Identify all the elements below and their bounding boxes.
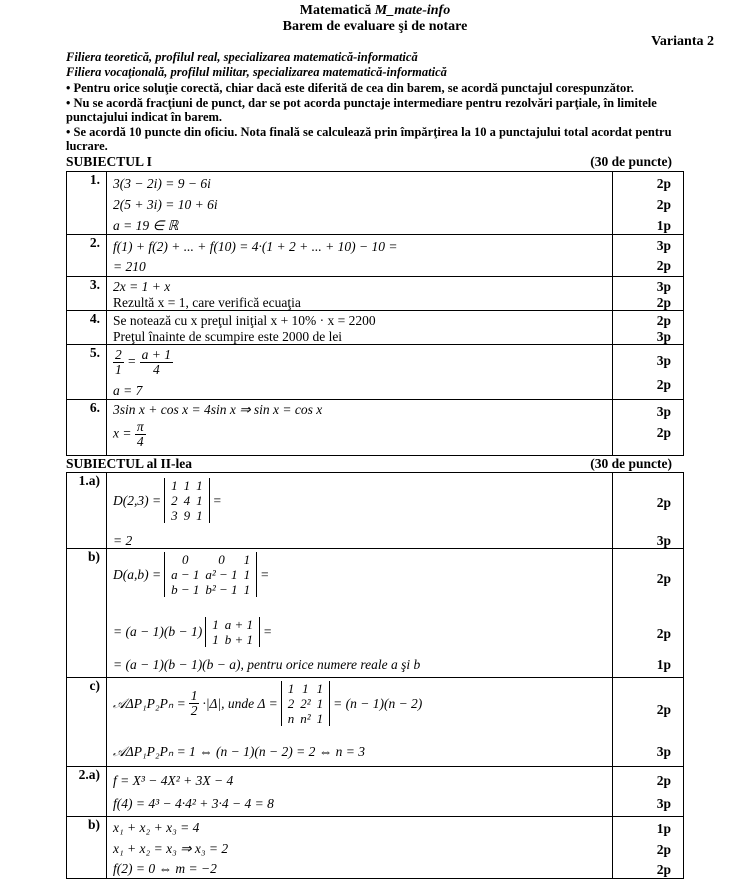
item-1-6 xyxy=(66,399,684,456)
filiera-2: Filiera vocaţională, profilul militar, specializarea matematică-informatică xyxy=(66,65,447,79)
matrix-cell: 1 xyxy=(196,478,203,493)
matrix-cell: 4 xyxy=(183,493,191,508)
determinant xyxy=(164,552,257,597)
points: 3p xyxy=(656,404,671,419)
answer-line: 3sin x + cos x = 4sin x ⇒ sin x = cos x xyxy=(113,402,323,417)
item-1-3 xyxy=(66,276,684,311)
matrix-cell: 1 xyxy=(212,617,219,632)
points: 3p xyxy=(656,279,671,294)
item-2-1c xyxy=(66,677,684,767)
points: 3p xyxy=(656,238,671,253)
denominator: 4 xyxy=(136,434,144,449)
item-number: 2. xyxy=(67,235,107,276)
item-1-4 xyxy=(66,310,684,345)
points: 2p xyxy=(656,702,671,717)
points: 2p xyxy=(656,258,671,273)
determinant xyxy=(205,617,260,647)
notes-block xyxy=(66,81,686,154)
item-number: 1.a) xyxy=(67,473,107,548)
equals-sign: = xyxy=(260,566,270,582)
item-number: 3. xyxy=(67,277,107,310)
fraction-equation xyxy=(113,420,146,449)
points: 2p xyxy=(656,425,671,440)
item-number: 5. xyxy=(67,345,107,399)
matrix-cell: 2 xyxy=(171,493,178,508)
determinant xyxy=(164,478,210,523)
note-2: • Nu se acordă fracţiuni de punct, dar se pot acorda punctaje intermediare pentru rezolvări parţiale, în limitele punctajului indicat în barem. xyxy=(66,95,657,124)
varianta-label: Varianta 2 xyxy=(651,34,714,49)
subiect-1-points: (30 de puncte) xyxy=(590,154,672,169)
points: 2p xyxy=(656,295,671,310)
item-1-2 xyxy=(66,234,684,277)
points: 2p xyxy=(656,495,671,510)
matrix-cell: 1 xyxy=(243,567,251,582)
matrix-cell: 1 xyxy=(243,552,251,567)
answer-line: x₁ + x₂ + x₃ = 4 xyxy=(113,820,200,835)
lhs: D(2,3) = xyxy=(113,492,162,508)
points: 2p xyxy=(656,862,671,877)
points: 1p xyxy=(656,821,671,836)
determinant-equation xyxy=(113,478,222,523)
numerator: π xyxy=(136,419,144,434)
item-number: c) xyxy=(67,678,107,766)
answer-line: 3(3 − 2i) = 9 − 6i xyxy=(113,176,211,191)
matrix-cell: 3 xyxy=(171,508,178,523)
determinant-equation xyxy=(113,617,272,647)
matrix-cell: 1 xyxy=(287,681,295,696)
matrix-cell: 2² xyxy=(300,696,311,711)
matrix-cell: 1 xyxy=(316,681,324,696)
points: 1p xyxy=(656,218,671,233)
fraction xyxy=(135,420,146,449)
matrix-cell: 1 xyxy=(171,478,178,493)
points: 2p xyxy=(656,377,671,392)
answer-line: Rezultă x = 1, care verifică ecuaţia xyxy=(113,295,301,310)
equals-sign: = xyxy=(212,492,222,508)
matrix-cell: 1 xyxy=(316,696,324,711)
matrix-cell: 0 xyxy=(182,552,189,567)
fraction xyxy=(189,689,200,718)
matrix-cell: 1 xyxy=(212,632,219,647)
item-number: 4. xyxy=(67,311,107,344)
matrix-cell: 1 xyxy=(196,508,203,523)
note-3: • Se acordă 10 puncte din oficiu. Nota finală se calculează prin împărţirea la 10 a punctajului total acordat pentru lucrare. xyxy=(66,124,672,153)
determinant xyxy=(281,681,330,726)
answer-line: f(4) = 4³ − 4·4² + 3·4 − 4 = 8 xyxy=(113,796,274,811)
matrix-cell: n xyxy=(287,711,295,726)
answer-line: 2(5 + 3i) = 10 + 6i xyxy=(113,197,218,212)
area-equation xyxy=(113,681,422,726)
title-prefix: Matematică xyxy=(299,3,375,18)
answer-line: a = 19 ∈ ℝ xyxy=(113,218,179,233)
fraction-equation xyxy=(113,348,173,377)
answer-line: f(2) = 0 ⇔ m = −2 xyxy=(113,861,217,876)
answer-line: 2x = 1 + x xyxy=(113,279,171,294)
answer-line: x₁ + x₂ = x₃ ⇒ x₃ = 2 xyxy=(113,841,229,856)
matrix-cell: a − 1 xyxy=(171,567,200,582)
answer-line: = 2 xyxy=(113,533,133,548)
matrix-cell: n² xyxy=(300,711,311,726)
item-number: 1. xyxy=(67,172,107,234)
points: 3p xyxy=(656,353,671,368)
points: 2p xyxy=(656,842,671,857)
matrix-cell: 2 xyxy=(287,696,295,711)
note-1: • Pentru orice soluţie corectă, chiar dacă este diferită de cea din barem, se acordă punctajul corespunzător. xyxy=(66,81,634,95)
matrix-cell: 1 xyxy=(183,478,191,493)
matrix-cell: b + 1 xyxy=(224,632,253,647)
numerator: 2 xyxy=(115,347,122,362)
answer-line: = 210 xyxy=(113,259,146,274)
numerator: a + 1 xyxy=(141,347,171,362)
filiera-1: Filiera teoretică, profilul real, specializarea matematică-informatică xyxy=(66,50,418,64)
answer-line: a = 7 xyxy=(113,383,143,398)
x-equals: x = xyxy=(113,425,132,441)
title-italic: M_mate-info xyxy=(374,3,451,18)
points: 3p xyxy=(656,744,671,759)
matrix-cell: b² − 1 xyxy=(205,582,238,597)
determinant-equation xyxy=(113,552,269,597)
points: 2p xyxy=(656,626,671,641)
points: 3p xyxy=(656,329,671,344)
item-number: b) xyxy=(67,549,107,677)
subiect-2-title: SUBIECTUL al II-lea xyxy=(66,456,193,471)
fraction xyxy=(140,348,173,377)
numerator: 1 xyxy=(190,688,198,703)
matrix-cell: 9 xyxy=(183,508,191,523)
answer-line: = (a − 1)(b − 1)(b − a), pentru orice numere reale a şi b xyxy=(113,657,421,672)
abs-delta: ·|Δ|, unde Δ = xyxy=(202,695,278,711)
points: 2p xyxy=(656,571,671,586)
document-subtitle: Barem de evaluare şi de notare xyxy=(282,19,468,34)
item-2-2b xyxy=(66,816,684,879)
rhs: = (n − 1)(n − 2) xyxy=(333,695,423,711)
matrix-cell: 1 xyxy=(302,681,309,696)
denominator: 4 xyxy=(152,362,160,377)
item-number: 2.a) xyxy=(67,767,107,816)
item-number: 6. xyxy=(67,400,107,455)
subiect-2-points: (30 de puncte) xyxy=(590,456,672,471)
denominator: 1 xyxy=(115,362,122,377)
item-2-1b xyxy=(66,548,684,678)
lhs: = (a − 1)(b − 1) xyxy=(113,624,203,639)
answer-line: Preţul înainte de scumpire este 2000 de lei xyxy=(113,329,343,344)
matrix-cell: a + 1 xyxy=(224,617,253,632)
matrix-cell: 1 xyxy=(243,582,251,597)
points: 3p xyxy=(656,796,671,811)
matrix-cell: 1 xyxy=(316,711,324,726)
denominator: 2 xyxy=(190,703,198,718)
matrix-cell: a² − 1 xyxy=(205,567,238,582)
matrix-cell: 1 xyxy=(196,493,203,508)
equals-sign: = xyxy=(262,624,273,639)
answer-line: f(1) + f(2) + ... + f(10) = 4·(1 + 2 + ... + 10) − 10 = xyxy=(113,239,398,254)
answer-line: f = X³ − 4X² + 3X − 4 xyxy=(113,773,234,788)
item-2-1a xyxy=(66,472,684,549)
points: 2p xyxy=(656,773,671,788)
answer-line: Se notează cu x preţul iniţial x + 10% · x = 2200 xyxy=(113,313,376,328)
subiect-1-title: SUBIECTUL I xyxy=(66,154,152,169)
matrix-cell: b − 1 xyxy=(171,582,200,597)
points: 2p xyxy=(656,176,671,191)
lhs: D(a,b) = xyxy=(113,566,162,582)
points: 2p xyxy=(656,197,671,212)
matrix-cell: 0 xyxy=(218,552,225,567)
area-symbol: 𝒜ΔP₁P₂Pₙ = xyxy=(113,695,186,711)
item-1-5 xyxy=(66,344,684,400)
item-number: b) xyxy=(67,817,107,878)
fraction xyxy=(113,348,124,377)
points: 2p xyxy=(656,313,671,328)
equals-sign: = xyxy=(127,353,137,369)
item-1-1 xyxy=(66,171,684,235)
document-title xyxy=(0,2,750,19)
subiect-1-header xyxy=(66,154,686,169)
points: 1p xyxy=(656,657,671,672)
points: 3p xyxy=(656,533,671,548)
answer-line: 𝒜ΔP₁P₂Pₙ = 1 ⇔ (n − 1)(n − 2) = 2 ⇔ n = 3 xyxy=(113,744,365,759)
subiect-2-header xyxy=(66,456,686,471)
item-2-2a xyxy=(66,766,684,817)
